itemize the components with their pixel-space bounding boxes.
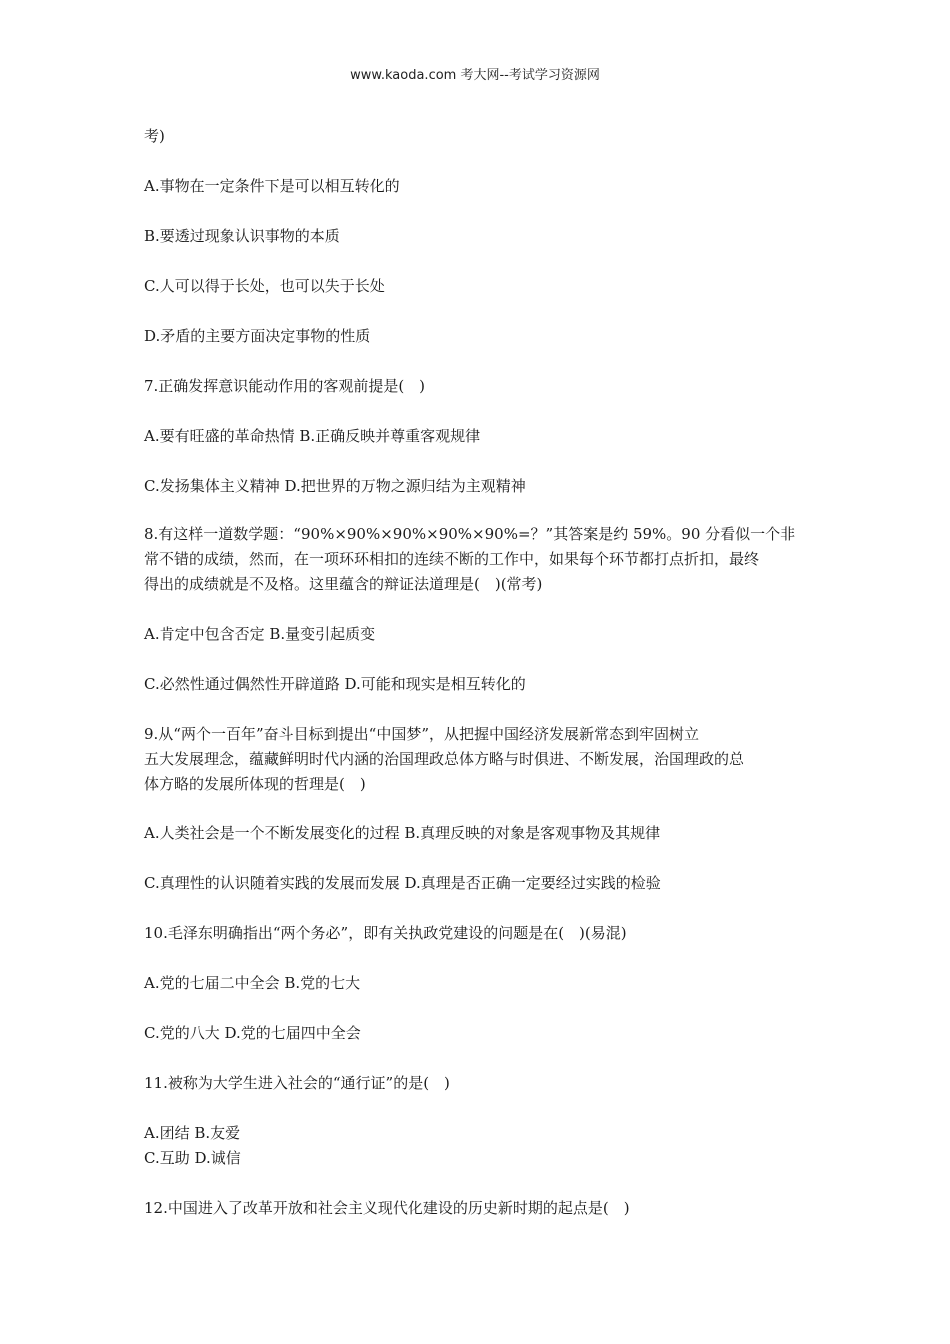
options-cd: C.党的八大 D.党的七届四中全会 [144, 1024, 361, 1042]
options-ab: A.肯定中包含否定 B.量变引起质变 [144, 625, 376, 643]
options-ab: A.要有旺盛的革命热情 B.正确反映并尊重客观规律 [144, 427, 481, 445]
page-header: www.kaoda.com 考大网--考试学习资源网 [350, 68, 600, 83]
question-9-line-1: 9.从“两个一百年”奋斗目标到提出“中国梦”，从把握中国经济发展新常态到牢固树立 [144, 725, 699, 743]
options-cd: C.真理性的认识随着实践的发展而发展 D.真理是否正确一定要经过实践的检验 [144, 874, 661, 892]
question-8-line-1: 8.有这样一道数学题：“90%×90%×90%×90%×90%=？”其答案是约 59%。90 分看似一个非 [144, 525, 796, 543]
question-9-line-3: 体方略的发展所体现的哲理是( ) [144, 775, 366, 793]
options-ab: A.人类社会是一个不断发展变化的过程 B.真理反映的对象是客观事物及其规律 [144, 824, 661, 842]
options-ab: A.党的七届二中全会 B.党的七大 [144, 974, 361, 992]
question-9-line-2: 五大发展理念，蕴藏鲜明时代内涵的治国理政总体方略与时俱进、不断发展，治国理政的总 [144, 750, 745, 768]
options-cd: C.发扬集体主义精神 D.把世界的万物之源归结为主观精神 [144, 477, 526, 495]
options-cd: C.互助 D.诚信 [144, 1149, 241, 1167]
question-9 [144, 722, 814, 797]
question-8-line-2: 常不错的成绩，然而，在一项环环相扣的连续不断的工作中，如果每个环节都打点折扣，最终 [144, 550, 760, 568]
question-8 [144, 522, 814, 597]
question-10: 10.毛泽东明确指出“两个务必”，即有关执政党建设的问题是在( )(易混) [144, 924, 627, 942]
question-12: 12.中国进入了改革开放和社会主义现代化建设的历史新时期的起点是( ) [144, 1199, 630, 1217]
option-a: A.事物在一定条件下是可以相互转化的 [144, 177, 400, 195]
options-cd: C.必然性通过偶然性开辟道路 D.可能和现实是相互转化的 [144, 675, 526, 693]
question-8-line-3: 得出的成绩就是不及格。这里蕴含的辩证法道理是( )(常考) [144, 575, 543, 593]
question-fragment: 考) [144, 127, 165, 145]
question-7: 7.正确发挥意识能动作用的客观前提是( ) [144, 377, 426, 395]
question-11: 11.被称为大学生进入社会的“通行证”的是( ) [144, 1074, 450, 1092]
option-b: B.要透过现象认识事物的本质 [144, 227, 340, 245]
option-d: D.矛盾的主要方面决定事物的性质 [144, 327, 371, 345]
options-ab: A.团结 B.友爱 [144, 1124, 241, 1142]
option-c: C.人可以得于长处，也可以失于长处 [144, 277, 385, 295]
